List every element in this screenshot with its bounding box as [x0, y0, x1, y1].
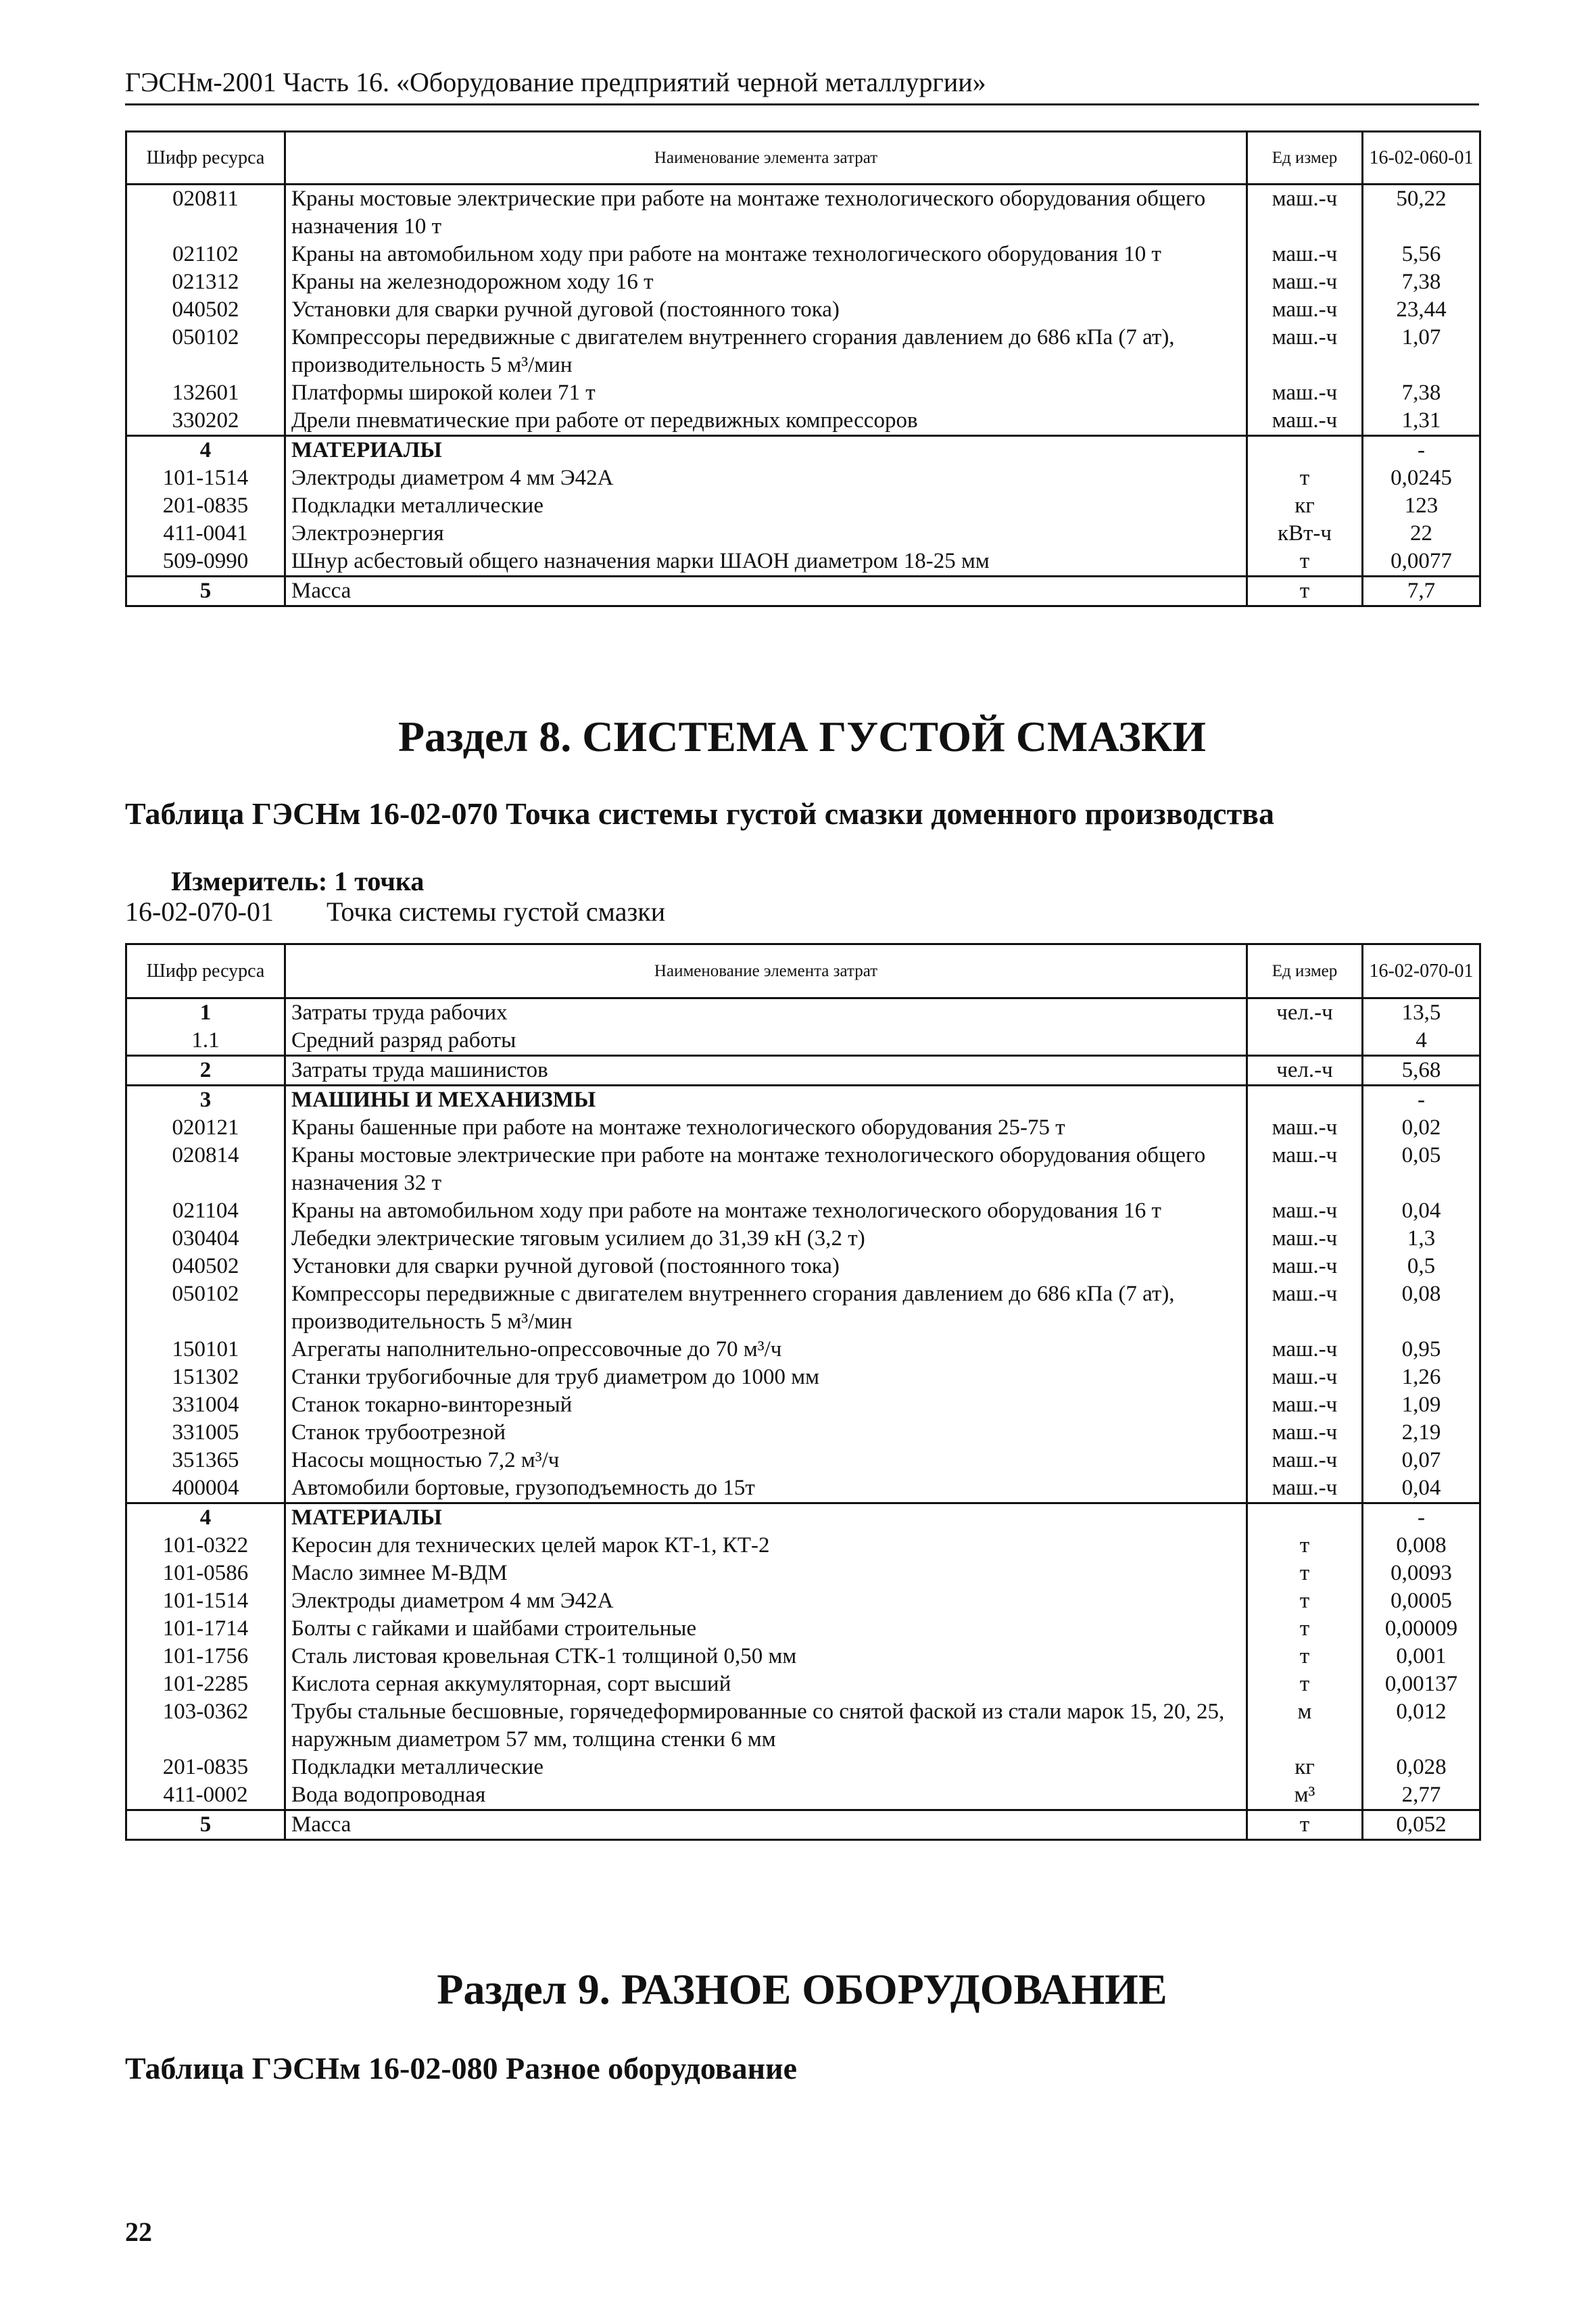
table-row [126, 1447, 1480, 1474]
row-unit: кг [1247, 492, 1363, 520]
table-row [126, 1643, 1480, 1670]
table-row [126, 1280, 1480, 1336]
header-norm: 16-02-060-01 [1363, 132, 1480, 185]
table-row [126, 1754, 1480, 1781]
row-code: 101-1514 [126, 1587, 285, 1615]
row-unit: м³ [1247, 1781, 1363, 1810]
row-code: 020121 [126, 1114, 285, 1142]
row-unit: маш.-ч [1247, 379, 1363, 407]
table-row [126, 1197, 1480, 1225]
row-value: 7,38 [1363, 379, 1480, 407]
row-name: Кислота серная аккумуляторная, сорт высший [285, 1670, 1247, 1698]
row-code: 040502 [126, 296, 285, 324]
row-name: Лебедки электрические тяговым усилием до 31,39 кН (3,2 т) [285, 1225, 1247, 1253]
table-row [126, 241, 1480, 268]
row-code: 021312 [126, 268, 285, 296]
row-name: Масса [285, 1810, 1247, 1840]
row-unit: маш.-ч [1247, 1197, 1363, 1225]
row-value: 50,22 [1363, 185, 1480, 241]
row-name: Краны на автомобильном ходу при работе на монтаже технологического оборудования 10 т [285, 241, 1247, 268]
row-unit: маш.-ч [1247, 1391, 1363, 1419]
header-rule [125, 103, 1479, 105]
row-name: Электроды диаметром 4 мм Э42А [285, 464, 1247, 492]
resource-table-060 [125, 130, 1481, 607]
row-code: 1 [126, 998, 285, 1028]
row-value: 0,95 [1363, 1336, 1480, 1364]
table-row [126, 492, 1480, 520]
row-value: - [1363, 1086, 1480, 1115]
norm-code-line [125, 896, 665, 928]
row-value: 1,07 [1363, 324, 1480, 379]
table-row [126, 1336, 1480, 1364]
section-9-title: Раздел 9. РАЗНОЕ ОБОРУДОВАНИЕ [437, 1965, 1167, 2013]
row-code: 150101 [126, 1336, 285, 1364]
table-row [126, 1114, 1480, 1142]
row-unit: маш.-ч [1247, 324, 1363, 379]
row-unit: т [1247, 1670, 1363, 1698]
table-row [126, 185, 1480, 241]
row-value: 0,0093 [1363, 1560, 1480, 1587]
row-unit: маш.-ч [1247, 1225, 1363, 1253]
row-name: Станок трубоотрезной [285, 1419, 1247, 1447]
row-value: 0,0077 [1363, 548, 1480, 577]
row-code: 411-0041 [126, 520, 285, 548]
row-code: 330202 [126, 407, 285, 436]
table-row [126, 548, 1480, 577]
row-name: Платформы широкой колеи 71 т [285, 379, 1247, 407]
table-row [126, 1253, 1480, 1280]
row-unit: маш.-ч [1247, 1280, 1363, 1336]
table-row [126, 1027, 1480, 1056]
row-unit: маш.-ч [1247, 296, 1363, 324]
row-value: 2,77 [1363, 1781, 1480, 1810]
row-name: МАТЕРИАЛЫ [285, 1503, 1247, 1533]
row-name: МАШИНЫ И МЕХАНИЗМЫ [285, 1086, 1247, 1115]
table-row [126, 379, 1480, 407]
row-unit: т [1247, 577, 1363, 606]
row-value: 0,00009 [1363, 1615, 1480, 1643]
row-value: 0,0245 [1363, 464, 1480, 492]
row-code: 101-1514 [126, 464, 285, 492]
row-value: 0,00137 [1363, 1670, 1480, 1698]
row-value: 5,56 [1363, 241, 1480, 268]
row-code: 101-1714 [126, 1615, 285, 1643]
row-name: Электроэнергия [285, 520, 1247, 548]
table-row [126, 1781, 1480, 1810]
row-value: 13,5 [1363, 998, 1480, 1028]
row-name: Установки для сварки ручной дуговой (постоянного тока) [285, 296, 1247, 324]
row-name: Затраты труда машинистов [285, 1056, 1247, 1086]
table-row [126, 1670, 1480, 1698]
row-value: 0,08 [1363, 1280, 1480, 1336]
row-code: 020811 [126, 185, 285, 241]
row-code: 411-0002 [126, 1781, 285, 1810]
row-name: Керосин для технических целей марок КТ-1, КТ-2 [285, 1532, 1247, 1560]
row-value: 0,04 [1363, 1197, 1480, 1225]
table-row [126, 1587, 1480, 1615]
row-value: 0,07 [1363, 1447, 1480, 1474]
table-row [126, 1056, 1480, 1086]
row-name: Масса [285, 577, 1247, 606]
row-value: 0,02 [1363, 1114, 1480, 1142]
row-unit: маш.-ч [1247, 1253, 1363, 1280]
row-value: 4 [1363, 1027, 1480, 1056]
row-unit: маш.-ч [1247, 1447, 1363, 1474]
resource-table-070 [125, 943, 1481, 1841]
row-unit: т [1247, 1532, 1363, 1560]
table-row [126, 296, 1480, 324]
row-value: 7,38 [1363, 268, 1480, 296]
row-unit: кг [1247, 1754, 1363, 1781]
row-value: 0,008 [1363, 1532, 1480, 1560]
row-name: Станки трубогибочные для труб диаметром до 1000 мм [285, 1364, 1247, 1391]
row-code: 040502 [126, 1253, 285, 1280]
table-header-row [126, 132, 1480, 185]
row-value: 1,09 [1363, 1391, 1480, 1419]
row-code: 509-0990 [126, 548, 285, 577]
row-name: Подкладки металлические [285, 1754, 1247, 1781]
row-name: Подкладки металлические [285, 492, 1247, 520]
row-unit: маш.-ч [1247, 1114, 1363, 1142]
row-name: Болты с гайками и шайбами строительные [285, 1615, 1247, 1643]
row-code: 101-0586 [126, 1560, 285, 1587]
header-unit: Ед измер [1247, 132, 1363, 185]
row-code: 5 [126, 577, 285, 606]
row-name: Краны на железнодорожном ходу 16 т [285, 268, 1247, 296]
table-row [126, 324, 1480, 379]
row-unit: чел.-ч [1247, 1056, 1363, 1086]
norm-code-title: Точка системы густой смазки [326, 896, 666, 927]
row-code: 132601 [126, 379, 285, 407]
row-name: Электроды диаметром 4 мм Э42А [285, 1587, 1247, 1615]
row-unit: т [1247, 464, 1363, 492]
row-unit: маш.-ч [1247, 407, 1363, 436]
row-unit: чел.-ч [1247, 998, 1363, 1028]
row-code: 101-0322 [126, 1532, 285, 1560]
row-name: Шнур асбестовый общего назначения марки ШАОН диаметром 18-25 мм [285, 548, 1247, 577]
table-row [126, 1698, 1480, 1754]
table-row [126, 1503, 1480, 1533]
row-name: Станок токарно-винторезный [285, 1391, 1247, 1419]
row-value: 22 [1363, 520, 1480, 548]
row-name: Насосы мощностью 7,2 м³/ч [285, 1447, 1247, 1474]
row-unit: маш.-ч [1247, 1336, 1363, 1364]
row-value: 1,26 [1363, 1364, 1480, 1391]
row-name: Вода водопроводная [285, 1781, 1247, 1810]
row-unit: м [1247, 1698, 1363, 1754]
row-unit [1247, 1503, 1363, 1533]
row-name: Средний разряд работы [285, 1027, 1247, 1056]
row-name: Сталь листовая кровельная СТК-1 толщиной 0,50 мм [285, 1643, 1247, 1670]
table-row [126, 1615, 1480, 1643]
row-unit [1247, 1086, 1363, 1115]
row-value: 0,001 [1363, 1643, 1480, 1670]
section-8-title: Раздел 8. СИСТЕМА ГУСТОЙ СМАЗКИ [397, 713, 1207, 761]
header-code: Шифр ресурса [126, 132, 285, 185]
row-unit: маш.-ч [1247, 185, 1363, 241]
row-name: Компрессоры передвижные с двигателем внутреннего сгорания давлением до 686 кПа (7 ат), производительность 5 м³/мин [285, 1280, 1247, 1336]
row-code: 103-0362 [126, 1698, 285, 1754]
row-unit: маш.-ч [1247, 268, 1363, 296]
row-code: 021102 [126, 241, 285, 268]
row-value: 0,028 [1363, 1754, 1480, 1781]
row-value: 0,04 [1363, 1474, 1480, 1503]
header-name: Наименование элемента затрат [285, 944, 1247, 998]
row-unit: маш.-ч [1247, 1364, 1363, 1391]
row-value: 123 [1363, 492, 1480, 520]
row-code: 4 [126, 1503, 285, 1533]
table-row [126, 1142, 1480, 1197]
row-code: 151302 [126, 1364, 285, 1391]
meter-line: Измеритель: 1 точка [171, 866, 425, 896]
header-name: Наименование элемента затрат [285, 132, 1247, 185]
table-row [126, 407, 1480, 436]
table-row [126, 1532, 1480, 1560]
row-value: 0,05 [1363, 1142, 1480, 1197]
row-code: 050102 [126, 1280, 285, 1336]
row-code: 030404 [126, 1225, 285, 1253]
row-code: 2 [126, 1056, 285, 1086]
row-value: - [1363, 436, 1480, 465]
row-unit: т [1247, 548, 1363, 577]
row-unit: т [1247, 1587, 1363, 1615]
row-code: 101-2285 [126, 1670, 285, 1698]
row-code: 331005 [126, 1419, 285, 1447]
table-070-title: Таблица ГЭСНм 16-02-070 Точка системы густой смазки доменного производства [125, 796, 1275, 831]
table-row [126, 998, 1480, 1028]
table-body [126, 998, 1480, 1840]
row-value: 0,5 [1363, 1253, 1480, 1280]
row-unit: т [1247, 1643, 1363, 1670]
row-name: Трубы стальные бесшовные, горячедеформированные со снятой фаской из стали марок 15, 20, 25, наружным диаметром 57 мм, толщина стенки 6 мм [285, 1698, 1247, 1754]
row-unit [1247, 1027, 1363, 1056]
row-unit: т [1247, 1615, 1363, 1643]
table-row [126, 1225, 1480, 1253]
row-code: 050102 [126, 324, 285, 379]
table-row [126, 268, 1480, 296]
row-code: 201-0835 [126, 492, 285, 520]
row-unit: маш.-ч [1247, 1142, 1363, 1197]
table-080-title: Таблица ГЭСНм 16-02-080 Разное оборудование [125, 2051, 798, 2085]
row-value: - [1363, 1503, 1480, 1533]
table-row [126, 1474, 1480, 1503]
row-code: 101-1756 [126, 1643, 285, 1670]
table-row [126, 1419, 1480, 1447]
row-unit: маш.-ч [1247, 1419, 1363, 1447]
row-code: 021104 [126, 1197, 285, 1225]
row-value: 1,3 [1363, 1225, 1480, 1253]
row-name: Затраты труда рабочих [285, 998, 1247, 1028]
row-value: 0,012 [1363, 1698, 1480, 1754]
table-row [126, 1560, 1480, 1587]
table-row [126, 436, 1480, 465]
row-name: Краны башенные при работе на монтаже технологического оборудования 25-75 т [285, 1114, 1247, 1142]
row-code: 351365 [126, 1447, 285, 1474]
table-body [126, 185, 1480, 606]
row-name: Краны мостовые электрические при работе на монтаже технологического оборудования общего назначения 32 т [285, 1142, 1247, 1197]
row-name: Агрегаты наполнительно-опрессовочные до 70 м³/ч [285, 1336, 1247, 1364]
header-code: Шифр ресурса [126, 944, 285, 998]
row-code: 331004 [126, 1391, 285, 1419]
row-value: 5,68 [1363, 1056, 1480, 1086]
table-row [126, 577, 1480, 606]
table-row [126, 1086, 1480, 1115]
row-unit: маш.-ч [1247, 241, 1363, 268]
row-value: 7,7 [1363, 577, 1480, 606]
row-code: 4 [126, 436, 285, 465]
row-name: Автомобили бортовые, грузоподъемность до 15т [285, 1474, 1247, 1503]
row-code: 020814 [126, 1142, 285, 1197]
row-name: МАТЕРИАЛЫ [285, 436, 1247, 465]
row-value: 1,31 [1363, 407, 1480, 436]
table-row [126, 1364, 1480, 1391]
row-code: 5 [126, 1810, 285, 1840]
running-header: ГЭСНм-2001 Часть 16. «Оборудование предприятий черной металлургии» [125, 67, 986, 97]
page-number: 22 [125, 2217, 152, 2247]
table-row [126, 464, 1480, 492]
row-unit [1247, 436, 1363, 465]
row-code: 3 [126, 1086, 285, 1115]
row-unit: кВт-ч [1247, 520, 1363, 548]
row-unit: т [1247, 1560, 1363, 1587]
row-code: 201-0835 [126, 1754, 285, 1781]
row-value: 0,052 [1363, 1810, 1480, 1840]
norm-code: 16-02-070-01 [125, 896, 274, 927]
row-name: Краны на автомобильном ходу при работе на монтаже технологического оборудования 16 т [285, 1197, 1247, 1225]
row-value: 0,0005 [1363, 1587, 1480, 1615]
table-row [126, 1810, 1480, 1840]
row-name: Краны мостовые электрические при работе на монтаже технологического оборудования общего назначения 10 т [285, 185, 1247, 241]
row-name: Масло зимнее М-ВДМ [285, 1560, 1247, 1587]
row-code: 400004 [126, 1474, 285, 1503]
row-value: 23,44 [1363, 296, 1480, 324]
header-unit: Ед измер [1247, 944, 1363, 998]
table-row [126, 520, 1480, 548]
row-unit: маш.-ч [1247, 1474, 1363, 1503]
table-header-row [126, 944, 1480, 998]
row-name: Компрессоры передвижные с двигателем внутреннего сгорания давлением до 686 кПа (7 ат), производительность 5 м³/мин [285, 324, 1247, 379]
row-code: 1.1 [126, 1027, 285, 1056]
row-unit: т [1247, 1810, 1363, 1840]
row-name: Установки для сварки ручной дуговой (постоянного тока) [285, 1253, 1247, 1280]
table-row [126, 1391, 1480, 1419]
header-norm: 16-02-070-01 [1363, 944, 1480, 998]
row-value: 2,19 [1363, 1419, 1480, 1447]
row-name: Дрели пневматические при работе от передвижных компрессоров [285, 407, 1247, 436]
